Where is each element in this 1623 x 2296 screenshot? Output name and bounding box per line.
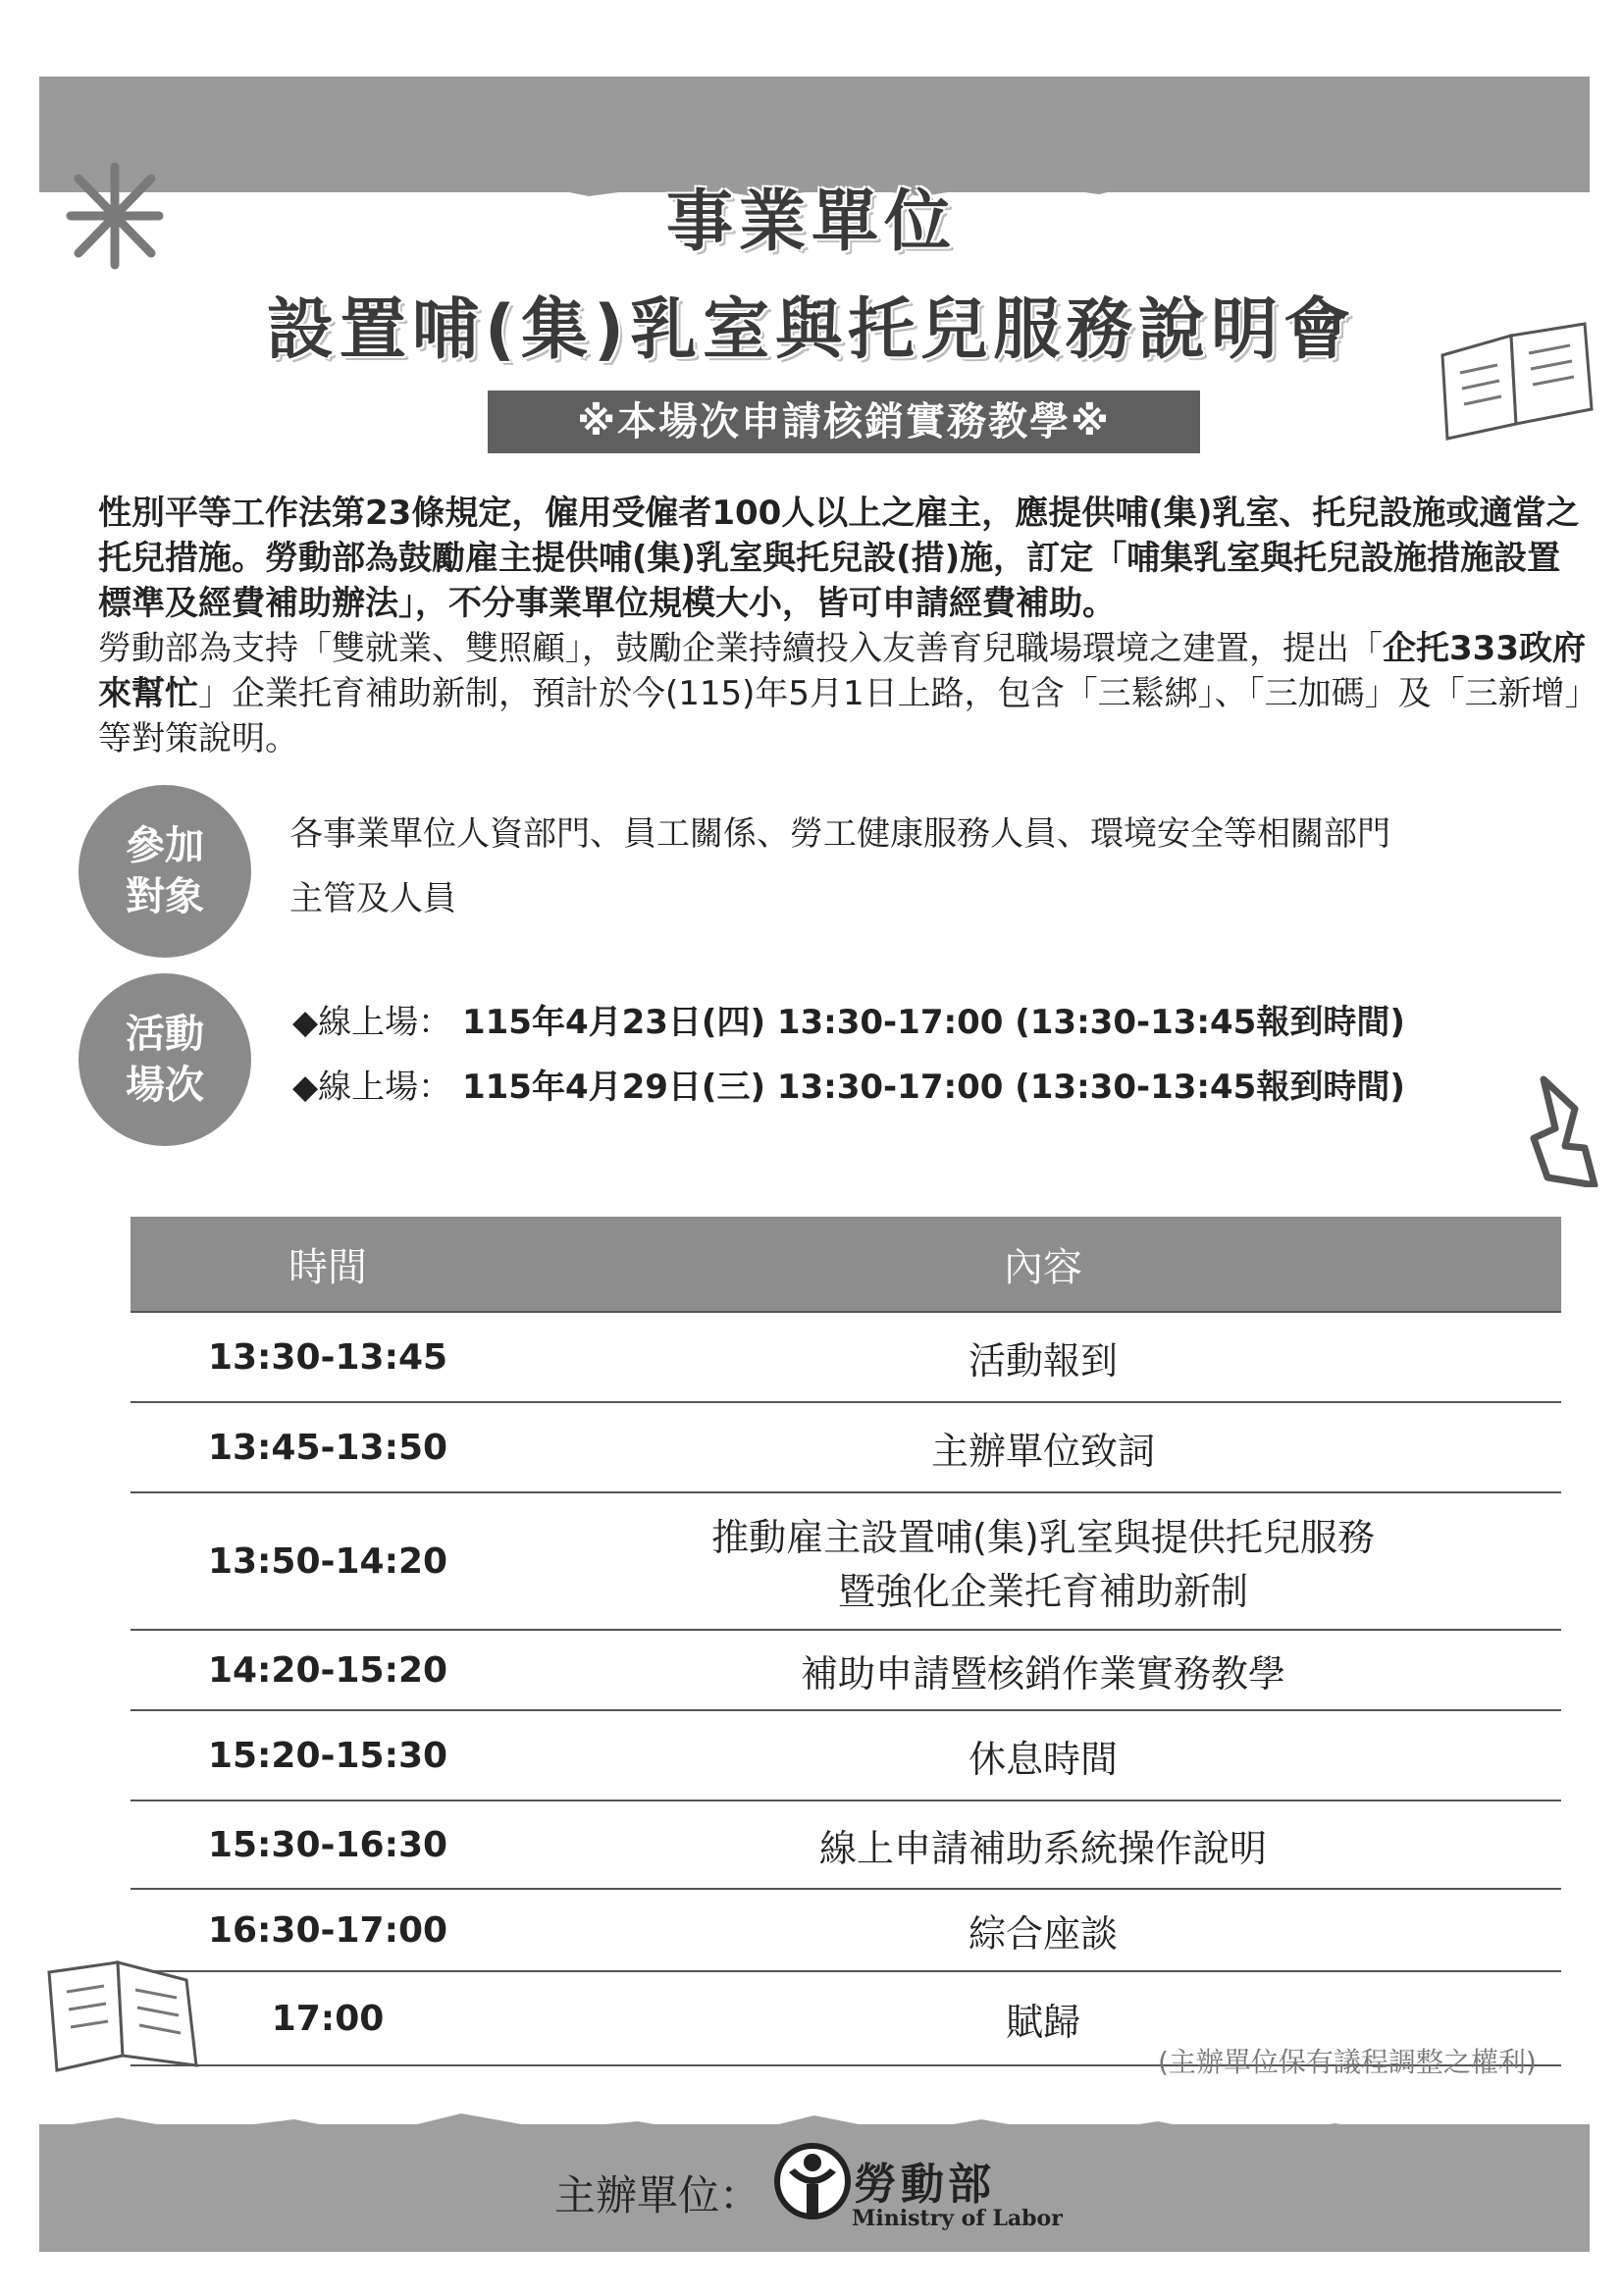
table-row (131, 1889, 1561, 1971)
target-badge (79, 785, 251, 958)
agenda-content: 線上申請補助系統操作說明 (525, 1800, 1561, 1889)
session-detail: 115年4月23日(四) 13:30-17:00 (13:30-13:45報到時間) (461, 1003, 1405, 1042)
agenda-time: 16:30-17:00 (131, 1889, 525, 1971)
agenda-time: 13:45-13:50 (131, 1402, 525, 1492)
agenda-content (525, 1492, 1561, 1630)
agenda-col-content: 內容 (525, 1217, 1561, 1312)
sessions-badge-line1: 活動 (126, 1012, 204, 1057)
session-item-2 (292, 1060, 1405, 1108)
sessions-badge-line2: 場次 (126, 1063, 204, 1108)
agenda-content: 活動報到 (525, 1312, 1561, 1402)
agenda-time: 17:00 (131, 1971, 525, 2065)
agenda-content: 賦歸 (525, 1971, 1561, 2065)
open-book-doodle-icon (39, 1953, 206, 2080)
agenda-time: 15:30-16:30 (131, 1800, 525, 1889)
intro-p2-part-a: 勞動部為支持「雙就業、雙照顧」，鼓勵企業持續投入友善育兒職場環境之建置，提出「 (98, 629, 1383, 668)
target-badge-line2: 對象 (126, 874, 204, 919)
session-label: ◆線上場： (292, 1068, 452, 1107)
session-item-1 (292, 995, 1405, 1043)
target-line-1: 各事業單位人資部門、員工關係、勞工健康服務人員、環境安全等相關部門 (289, 814, 1390, 854)
session-label: ◆線上場： (292, 1003, 452, 1042)
agenda-content: 補助申請暨核銷作業實務教學 (525, 1630, 1561, 1710)
intro-text (98, 491, 1590, 761)
organizer-label: 主辦單位： (554, 2171, 761, 2219)
intro-p2-part-c: 」企業托育補助新制，預計於今(115)年5月1日上路，包含「三鬆綁」、「三加碼」及「三新增」等對策說明。 (98, 674, 1582, 758)
session-detail: 115年4月29日(三) 13:30-17:00 (13:30-13:45報到時間) (461, 1068, 1405, 1107)
subtitle-banner: ※本場次申請核銷實務教學※ (488, 391, 1200, 453)
agenda-table (131, 1217, 1561, 2066)
agenda-time: 14:20-15:20 (131, 1630, 525, 1710)
org-english-name: Ministry of Labor (852, 2206, 1063, 2231)
intro-paragraph-2 (98, 626, 1590, 761)
arrow-doodle-icon (1526, 1070, 1599, 1187)
page-title-line1: 事業單位 (665, 183, 957, 261)
agenda-header-row (131, 1217, 1561, 1312)
ministry-of-labor-logo-icon (773, 2139, 852, 2223)
agenda-content: 休息時間 (525, 1710, 1561, 1800)
page-title-line2: 設置哺(集)乳室與托兒服務說明會 (266, 291, 1357, 369)
table-row (131, 1402, 1561, 1492)
table-row (131, 1492, 1561, 1630)
agenda-content-line1: 推動雇主設置哺(集)乳室與提供托兒服務 (711, 1516, 1375, 1559)
agenda-note: (主辦單位保有議程調整之權利) (1158, 2046, 1537, 2078)
target-line-2: 主管及人員 (289, 879, 456, 918)
table-row (131, 1630, 1561, 1710)
intro-paragraph-1: 性別平等工作法第23條規定，僱用受僱者100人以上之雇主，應提供哺(集)乳室、托兒設施或適當之托兒措施。勞動部為鼓勵雇主提供哺(集)乳室與托兒設(措)施，訂定「哺集乳室與托兒設施措施設置標準及經費補助辦法」，不分事業單位規模大小，皆可申請經費補助。 (98, 494, 1580, 623)
agenda-content: 綜合座談 (525, 1889, 1561, 1971)
agenda-content-line2: 暨強化企業托育補助新制 (837, 1570, 1248, 1613)
agenda-time: 13:50-14:20 (131, 1492, 525, 1630)
table-row (131, 1800, 1561, 1889)
agenda-content: 主辦單位致詞 (525, 1402, 1561, 1492)
agenda-time: 15:20-15:30 (131, 1710, 525, 1800)
agenda-col-time: 時間 (131, 1217, 525, 1312)
sessions-badge (79, 973, 251, 1146)
table-row (131, 1312, 1561, 1402)
target-badge-line1: 參加 (126, 823, 204, 868)
intro-p2-highlight: 企托333政府來幫忙 (98, 629, 1586, 713)
agenda-time: 13:30-13:45 (131, 1312, 525, 1402)
org-name: 勞動部 (854, 2160, 995, 2210)
table-row (131, 1710, 1561, 1800)
